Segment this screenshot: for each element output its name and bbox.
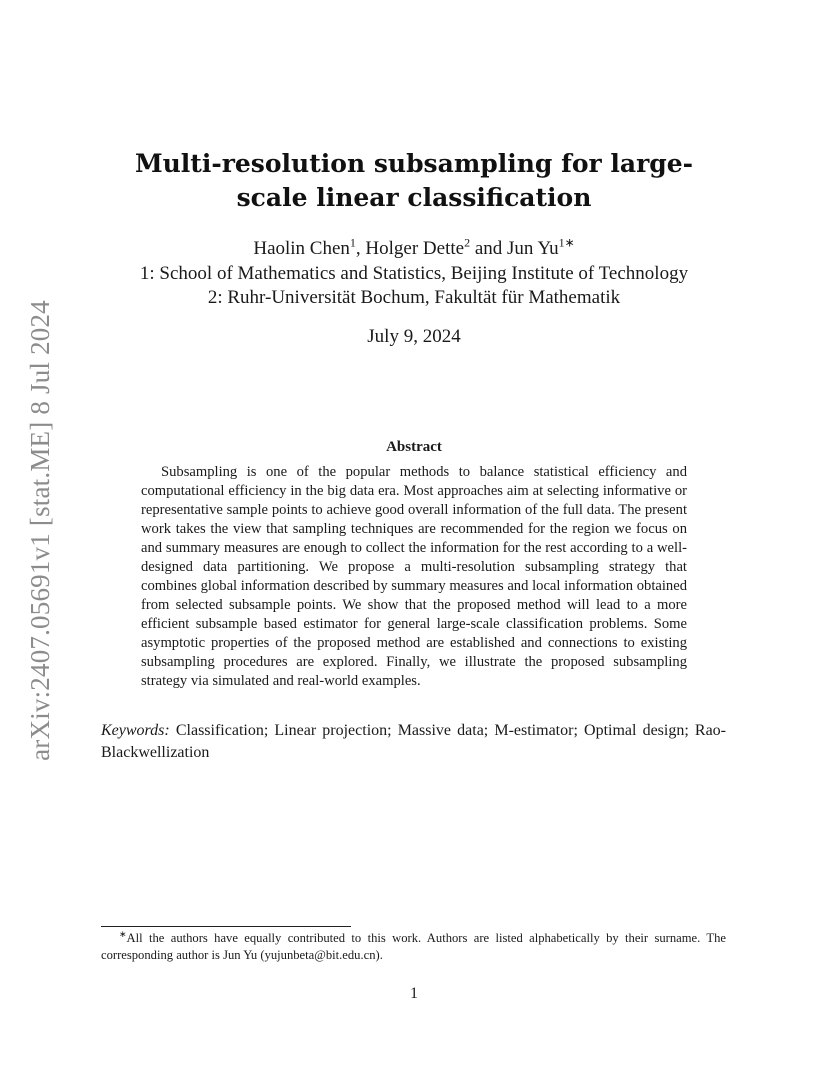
affiliation-line: 1: School of Mathematics and Statistics, Beijing Institute of Technology xyxy=(139,263,689,284)
footnote xyxy=(101,930,726,964)
arxiv-identifier-text: arXiv:2407.05691v1 [stat.ME] 8 Jul 2024 xyxy=(24,299,55,761)
footnote-mark: ∗ xyxy=(119,928,127,939)
author-name: Holger Dette xyxy=(365,238,465,259)
author-separator: , xyxy=(355,238,366,259)
publication-date: July 9, 2024 xyxy=(367,326,461,347)
author-separator: and xyxy=(470,238,508,259)
affiliation-mark: 1 xyxy=(349,235,356,250)
author-name: Haolin Chen xyxy=(253,238,350,259)
arxiv-identifier-stamp xyxy=(20,297,60,763)
affiliation-line: 2: Ruhr-Universität Bochum, Fakultät für Mathematik xyxy=(207,287,621,308)
affiliation-mark: 1∗ xyxy=(558,235,575,250)
paper-title: Multi-resolution subsampling for large-scale linear classification xyxy=(134,149,694,212)
footnote-text: All the authors have equally contributed to this work. Authors are listed alphabetically by their surname. The corresponding author is Jun Yu (yujunbeta@bit.edu.cn). xyxy=(101,931,726,962)
keywords-text: Classification; Linear projection; Massive data; M-estimator; Optimal design; Rao-Blackwellization xyxy=(101,722,727,761)
page-number: 1 xyxy=(410,985,418,1002)
affiliation-mark: 2 xyxy=(464,235,471,250)
footnote-divider xyxy=(101,926,351,927)
abstract-heading: Abstract xyxy=(386,439,442,455)
author-name: Jun Yu xyxy=(507,238,559,259)
keywords-label: Keywords: xyxy=(101,722,170,739)
abstract-body: Subsampling is one of the popular methods to balance statistical efficiency and computational efficiency in the big data era. Most approaches aim at selecting informative or representative sample points to achieve good overall information of the full data. The present work takes the view that sampling techniques are recommended for the region we focus on and summary measures are enough to collect the information for the rest according to a well-designed data partitioning. We propose a multi-resolution subsampling strategy that combines global information described by summary measures and local information obtained from selected subsample points. We show that the proposed method will lead to a more efficient subsample based estimator for general large-scale classification problems. Some asymptotic properties of the proposed method are established and connections to existing subsampling procedures are explored. Finally, we illustrate the proposed subsampling strategy via simulated and real-world examples. xyxy=(141,464,687,689)
keywords xyxy=(101,720,726,764)
author-list xyxy=(100,236,728,262)
